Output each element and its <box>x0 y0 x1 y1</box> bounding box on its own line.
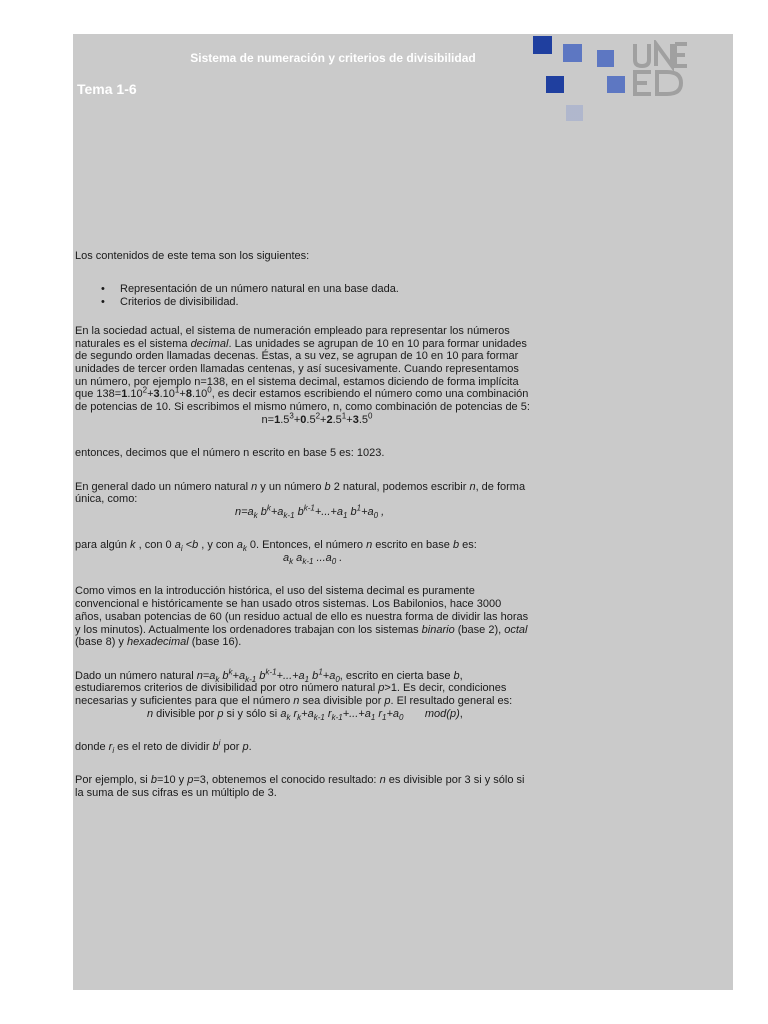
paragraph-divisibility <box>75 666 559 722</box>
decorative-square <box>597 50 614 67</box>
divisibility-formula: n divisible por p si y sólo si $a_k$ $r_k+a_{k-1}$ $r_{k-1}+...+a_1$ $r_1+a_0$ mod(p), <box>147 707 463 722</box>
decorative-square <box>566 105 583 121</box>
decorative-square <box>607 76 625 93</box>
paragraph-decimal-system <box>75 325 559 427</box>
list-item: • Criterios de divisibilidad. <box>101 296 559 309</box>
paragraph-remainder: donde $r_i$ es el reto de dividir $b^i$ por p. <box>75 738 252 756</box>
text-line: convencional e históricamente se han usado otros sistemas. Los Babilonios, hace 3000 <box>75 598 502 611</box>
text-line: y los minutos). Actualmente los ordenadores trabajan con los sistemas binario (base 2), octal <box>75 623 528 636</box>
paragraph-conditions <box>75 539 559 567</box>
text-line: estudiaremos criterios de divisibilidad por otro número natural p>1. Es decir, condiciones <box>75 682 507 695</box>
decorative-square <box>563 44 582 62</box>
intro-text: Los contenidos de este tema son los siguientes: <box>75 250 310 262</box>
paragraph-general <box>75 481 559 519</box>
text-line: años, usaban potencias de 60 (un residuo actual de ello es nuestra forma de dividir las horas <box>75 610 529 623</box>
decorative-square <box>546 76 564 93</box>
text-line: Dado un número natural $n=a_k$ $b^k+a_{k-1}$ $b^{k-1}+...+a_1$ $b^1+a_0$, escrito en cierta base b, <box>75 666 463 684</box>
topic-number: Tema 1-6 <box>77 81 137 97</box>
text-line: Por ejemplo, si b=10 y p=3, obtenemos el conocido resultado: n es divisible por 3 si y sólo si <box>75 774 525 787</box>
text-line: para algún k , con 0 $a_i <b$ , y con $a_k$ 0. Entonces, el número n escrito en base b es: <box>75 539 477 554</box>
text-line: de segundo orden llamadas decenas. Éstas, a su vez, se agrupan de 10 en 10 para formar <box>75 350 519 363</box>
paragraph-history <box>75 585 559 649</box>
text-line: necesarias y suficientes para que el número n sea divisible por p. El resultado general es: <box>75 695 513 707</box>
decorative-square <box>533 36 552 54</box>
general-formula: $n=a_k$ $b^k+a_{k-1}$ $b^{k-1}+...+a_1$ $b^1+a_0$ , <box>235 503 385 521</box>
paragraph-base5: entonces, decimos que el número n escrito en base 5 es: 1023. <box>75 447 385 460</box>
list-item: • Representación de un número natural en una base dada. <box>101 283 559 296</box>
text-line: que $138=1.10^2+3.10^1+8.10^0$, es decir estamos escribiendo el número como una combinación <box>75 385 529 401</box>
base5-formula: $n=1.5^3+0.5^2+2.5^1+3.5^0$ <box>261 411 373 426</box>
text-line: unidades de tercer orden llamadas centenas, y así sucesivamente. Cuando representamos <box>75 362 519 375</box>
text-line: En general dado un número natural n y un número b 2 natural, podemos escribir n, de forma <box>75 480 526 493</box>
topic-list <box>75 283 559 308</box>
paragraph-example <box>75 774 559 799</box>
text-line: única, como: <box>75 493 138 506</box>
text-line: (base 8) y hexadecimal (base 16). <box>75 636 242 649</box>
uned-logo <box>631 40 689 98</box>
text-line: naturales es el sistema decimal. Las unidades se agrupan de 10 en 10 para formar unidades <box>75 337 527 350</box>
text-line: la suma de sus cifras es un múltiplo de 3. <box>75 787 277 800</box>
document-title: Sistema de numeración y criterios de divisibilidad <box>190 51 476 65</box>
document-page <box>73 34 733 990</box>
text-line: En la sociedad actual, el sistema de numeración empleado para representar los números <box>75 324 510 337</box>
document-body <box>75 250 559 800</box>
text-line: de potencias de 10. Si escribimos el mismo número, n, como combinación de potencias de 5: <box>75 401 530 414</box>
digits-formula: $a_k$ $a_{k-1}$ $...a_0$ . <box>283 552 343 567</box>
text-line: Como vimos en la introducción histórica, el uso del sistema decimal es puramente <box>75 585 475 598</box>
text-line: un número, por ejemplo n=138, en el sistema decimal, estamos diciendo de forma implícita <box>75 375 519 388</box>
